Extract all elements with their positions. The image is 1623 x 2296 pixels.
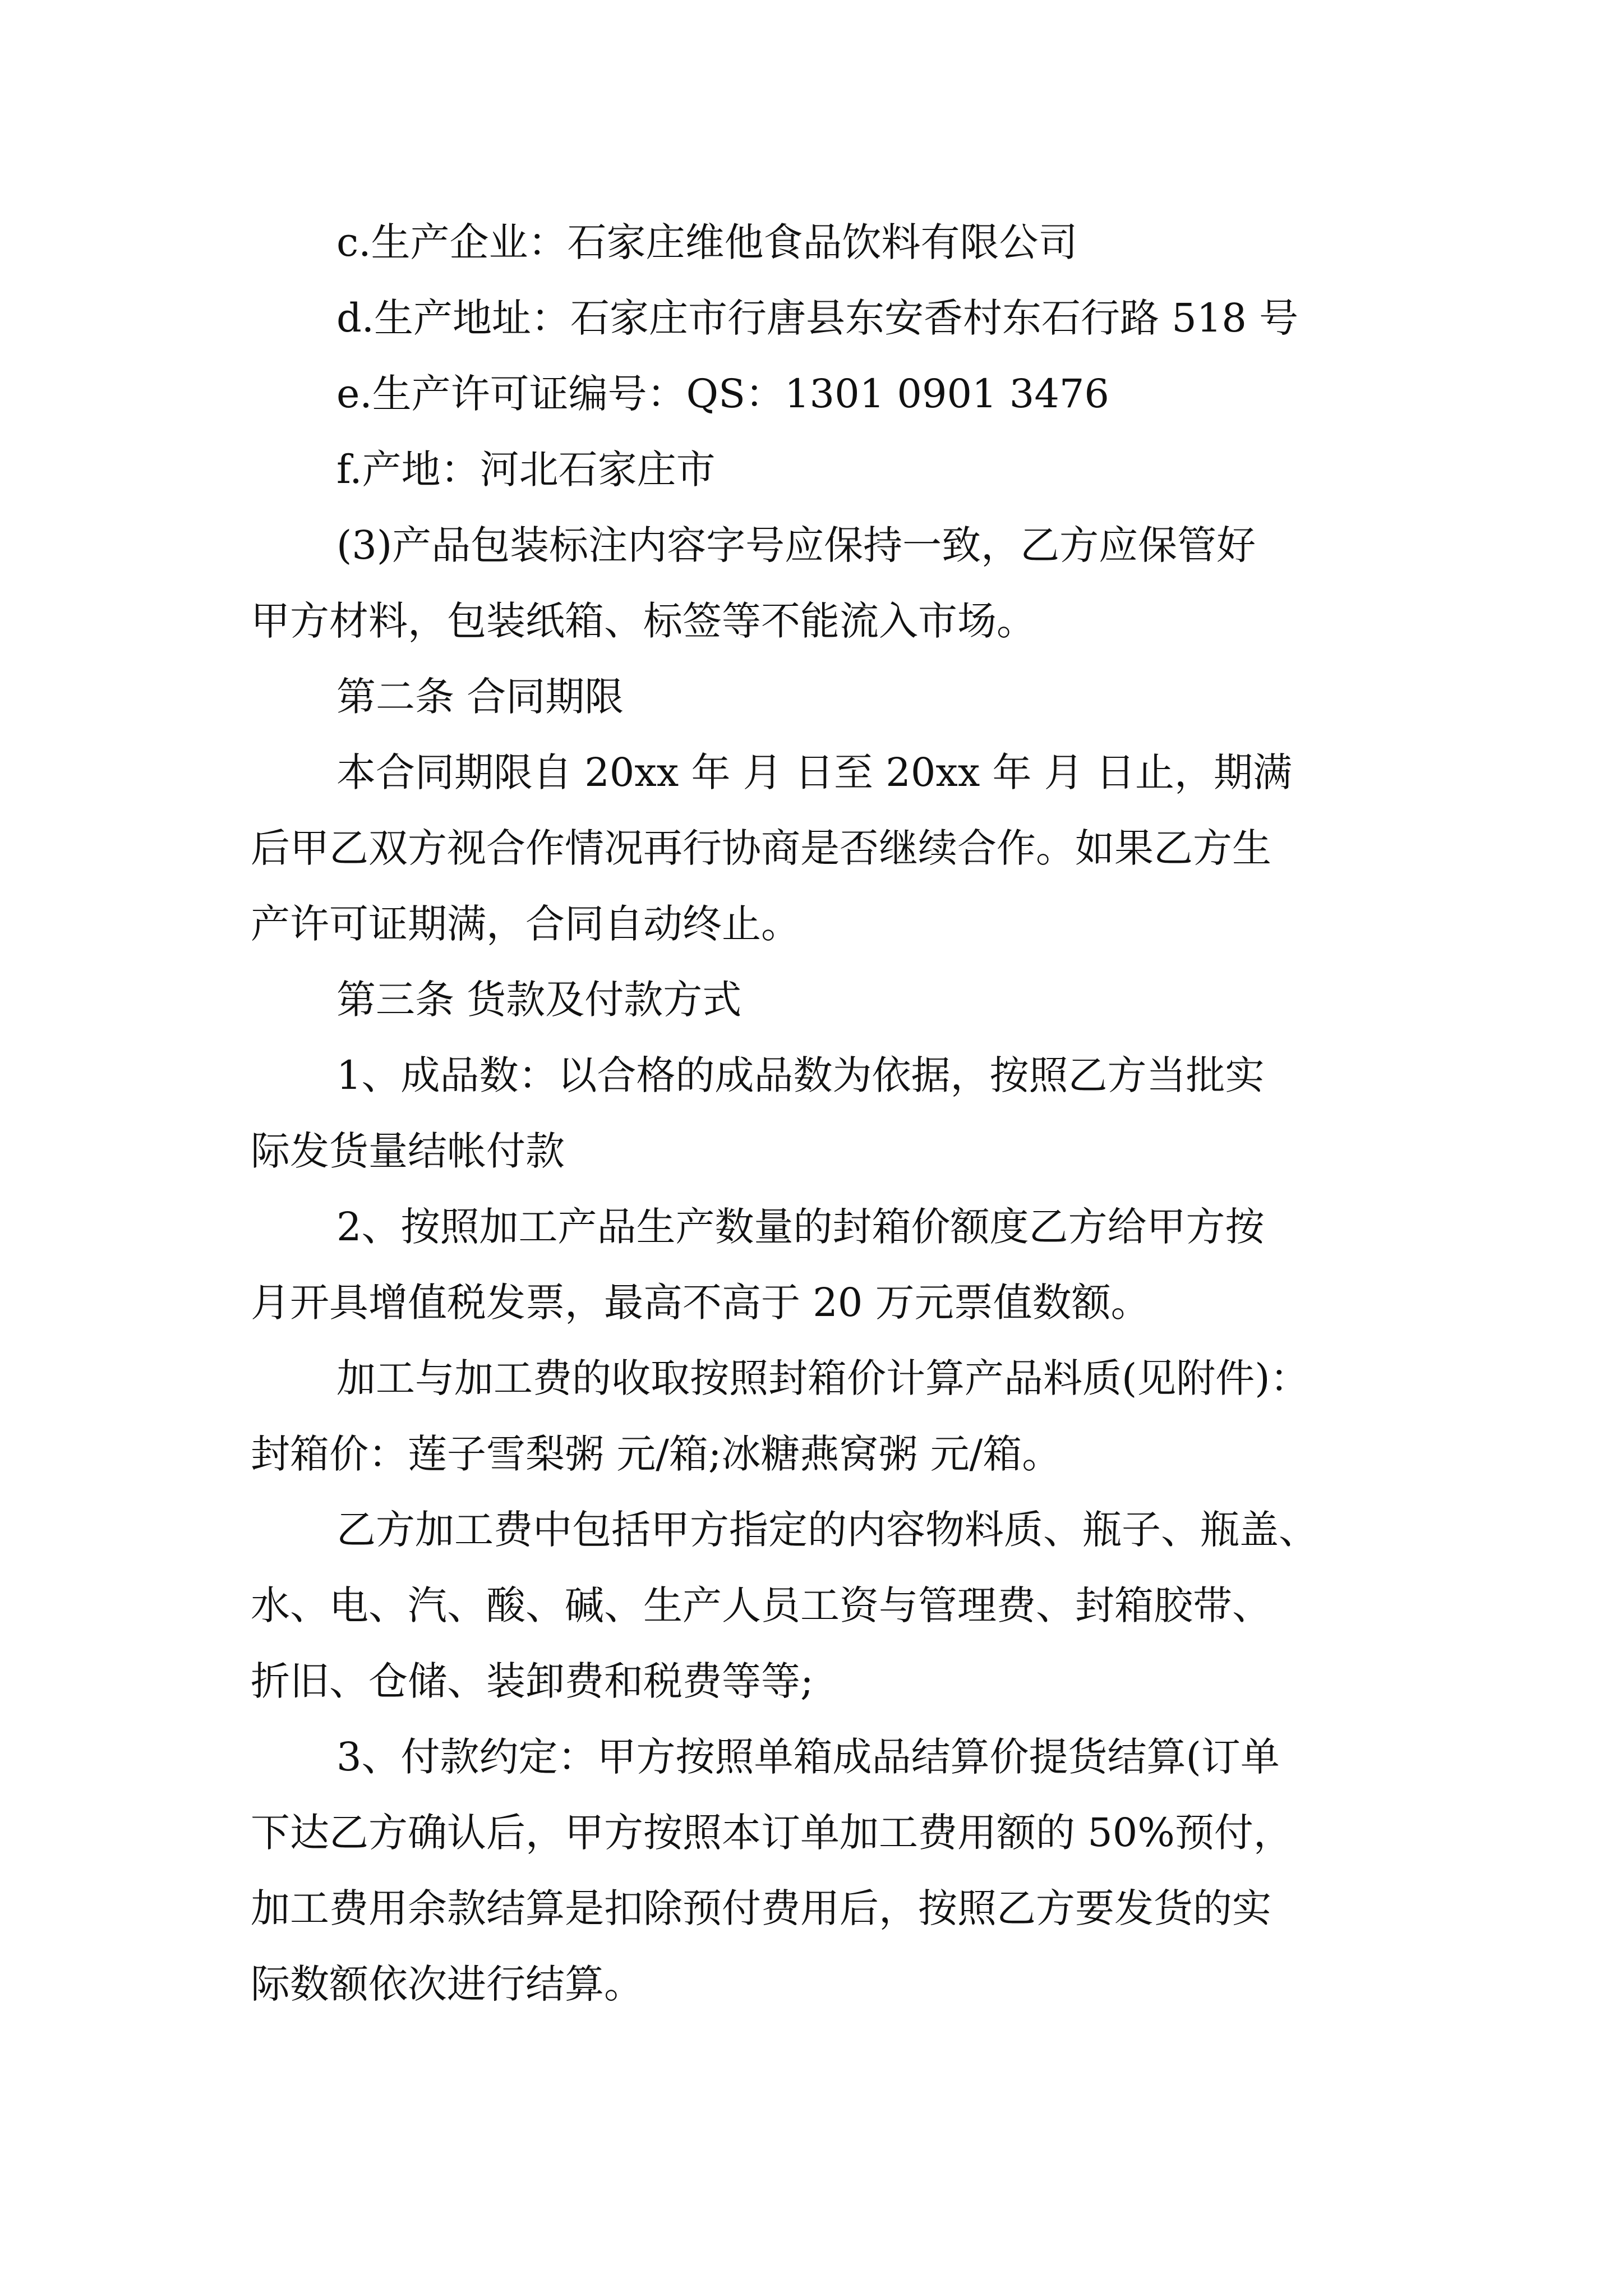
paragraph-line: 2、按照加工产品生产数量的封箱价额度乙方给甲方按 (336, 1204, 1265, 1250)
paragraph-line: 折旧、仓储、装卸费和税费等等; (251, 1658, 814, 1704)
text-line-production-address: d.生产地址：石家庄市行唐县东安香村东石行路 518 号 (336, 295, 1299, 341)
paragraph-line: 加工与加工费的收取按照封箱价计算产品料质(见附件)： (336, 1355, 1310, 1401)
paragraph-line: 下达乙方确认后，甲方按照本订单加工费用额的 50%预付， (251, 1810, 1293, 1856)
text-line-license-number: e.生产许可证编号：QS：1301 0901 3476 (336, 371, 1109, 417)
section-heading-payment: 第三条 货款及付款方式 (336, 977, 742, 1023)
paragraph-line: 际发货量结帐付款 (251, 1128, 565, 1174)
paragraph-line: 乙方加工费中包括甲方指定的内容物料质、瓶子、瓶盖、 (336, 1507, 1318, 1553)
paragraph-line: 甲方材料，包装纸箱、标签等不能流入市场。 (251, 598, 1036, 644)
paragraph-line: 际数额依次进行结算。 (251, 1961, 643, 2007)
paragraph-line: (3)产品包装标注内容字号应保持一致，乙方应保管好 (336, 522, 1256, 568)
paragraph-line: 本合同期限自 20xx 年 月 日至 20xx 年 月 日止，期满 (336, 749, 1293, 795)
text-line-production-company: c.生产企业：石家庄维他食品饮料有限公司 (336, 219, 1078, 265)
paragraph-line: 封箱价：莲子雪梨粥 元/箱;冰糖燕窝粥 元/箱。 (251, 1431, 1062, 1477)
paragraph-line: 产许可证期满，合同自动终止。 (251, 901, 800, 947)
paragraph-line: 加工费用余款结算是扣除预付费用后，按照乙方要发货的实 (251, 1885, 1271, 1931)
paragraph-line: 后甲乙双方视合作情况再行协商是否继续合作。如果乙方生 (251, 825, 1271, 871)
paragraph-line: 水、电、汽、酸、碱、生产人员工资与管理费、封箱胶带、 (251, 1582, 1271, 1628)
paragraph-line: 月开具增值税发票，最高不高于 20 万元票值数额。 (251, 1280, 1150, 1326)
text-line-origin: f.产地：河北石家庄市 (336, 447, 716, 493)
section-heading-term: 第二条 合同期限 (336, 674, 624, 720)
paragraph-line: 3、付款约定：甲方按照单箱成品结算价提货结算(订单 (336, 1734, 1280, 1780)
paragraph-line: 1、成品数：以合格的成品数为依据，按照乙方当批实 (336, 1052, 1265, 1098)
